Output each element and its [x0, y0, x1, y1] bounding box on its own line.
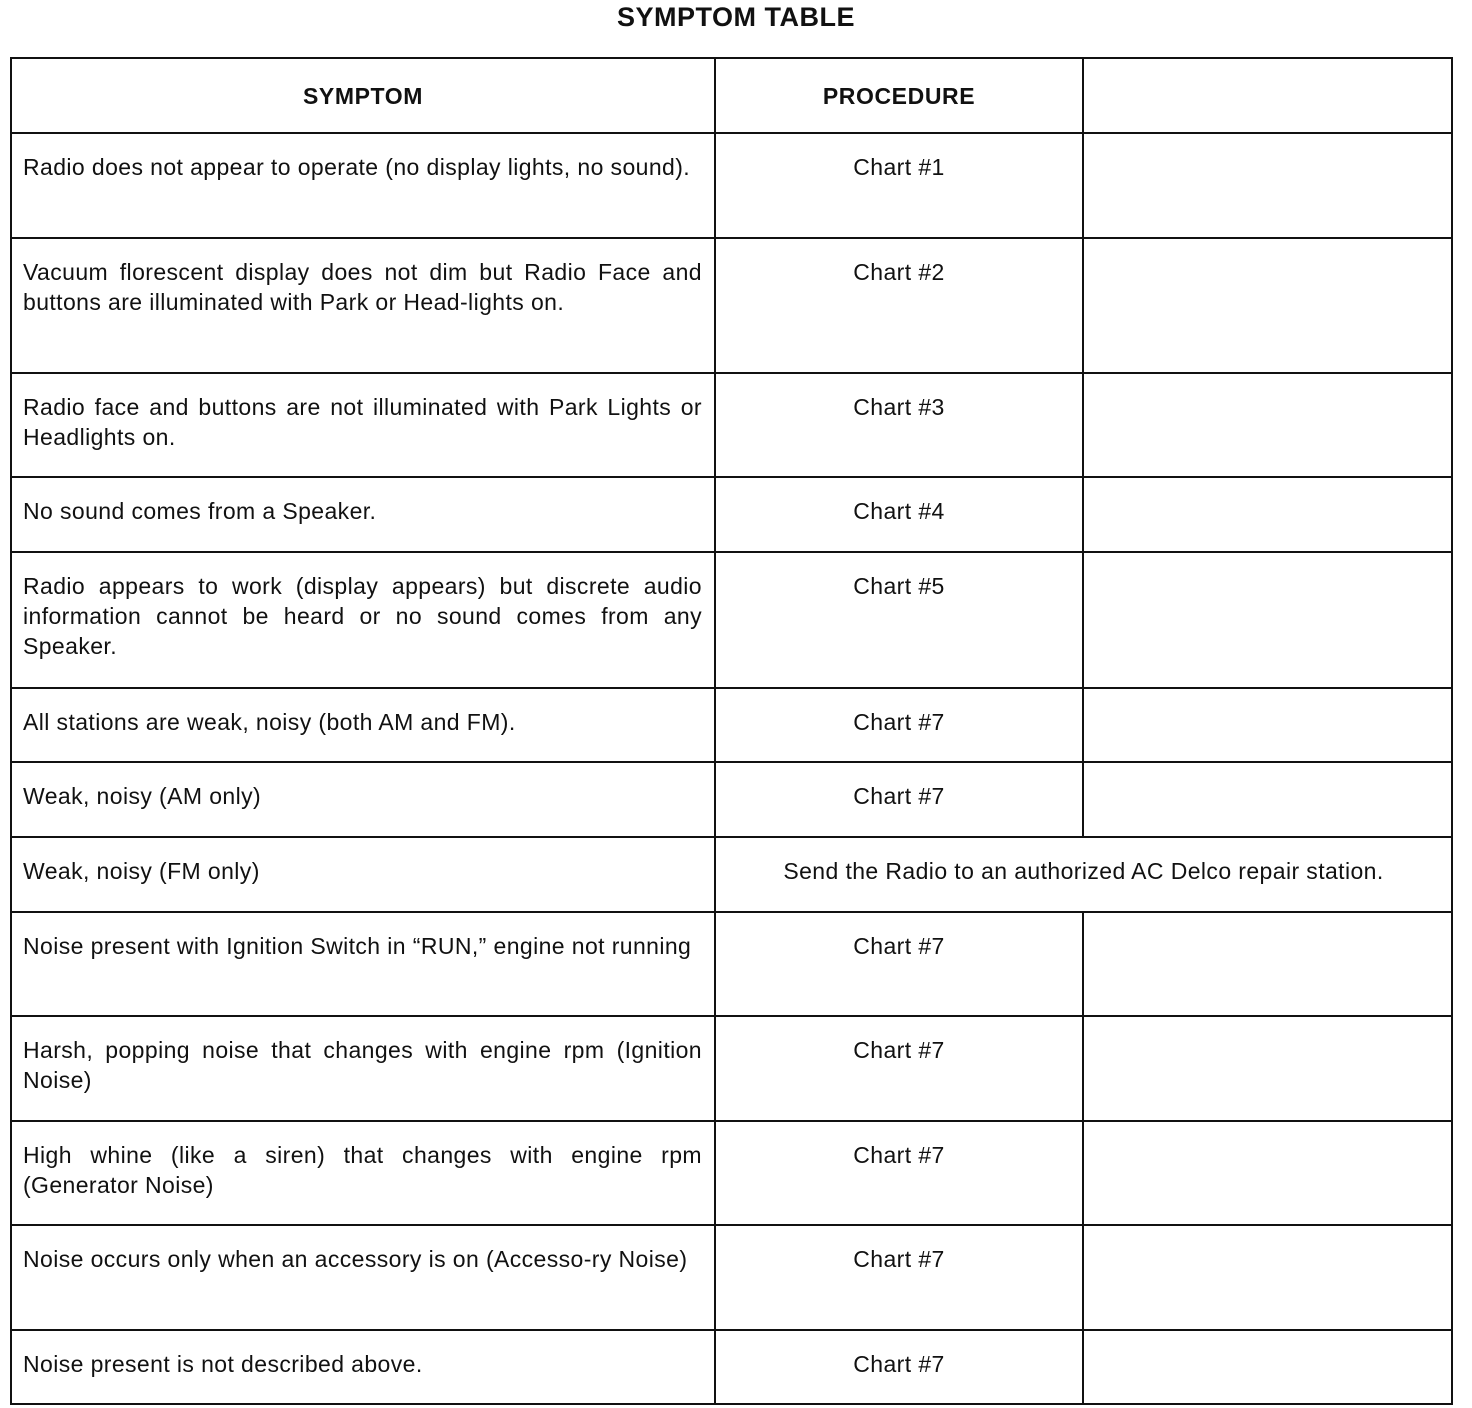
table-row: [11, 837, 1452, 912]
blank-cell: [1083, 133, 1452, 238]
table-row: [11, 1330, 1452, 1404]
blank-cell: [1083, 1121, 1452, 1225]
symptom-cell: Weak, noisy (AM only): [11, 762, 715, 837]
table-row: [11, 477, 1452, 552]
header-procedure: PROCEDURE: [715, 58, 1083, 133]
blank-cell: [1083, 552, 1452, 688]
header-row: [11, 58, 1452, 133]
blank-cell: [1083, 373, 1452, 477]
blank-cell: [1083, 238, 1452, 373]
symptom-cell: Noise present is not described above.: [11, 1330, 715, 1404]
procedure-cell: Chart #7: [715, 1121, 1083, 1225]
symptom-cell: All stations are weak, noisy (both AM and FM).: [11, 688, 715, 762]
table-row: [11, 552, 1452, 688]
symptom-cell: Weak, noisy (FM only): [11, 837, 715, 912]
table-row: [11, 1016, 1452, 1121]
procedure-cell: Chart #7: [715, 912, 1083, 1016]
procedure-cell: Chart #7: [715, 1225, 1083, 1330]
blank-cell: [1083, 1330, 1452, 1404]
blank-cell: [1083, 688, 1452, 762]
symptom-cell: Radio face and buttons are not illuminated with Park Lights or Headlights on.: [11, 373, 715, 477]
procedure-cell: Chart #2: [715, 238, 1083, 373]
procedure-cell: Chart #3: [715, 373, 1083, 477]
header-extra: [1083, 58, 1452, 133]
blank-cell: [1083, 1225, 1452, 1330]
symptom-table: [10, 57, 1453, 1405]
table-row: [11, 1121, 1452, 1225]
table-row: [11, 133, 1452, 238]
symptom-cell: Vacuum florescent display does not dim but Radio Face and buttons are illuminated with Park or Head-lights on.: [11, 238, 715, 373]
blank-cell: [1083, 762, 1452, 837]
procedure-cell: Chart #4: [715, 477, 1083, 552]
symptom-cell: Radio does not appear to operate (no display lights, no sound).: [11, 133, 715, 238]
symptom-cell: Noise present with Ignition Switch in “RUN,” engine not running: [11, 912, 715, 1016]
procedure-cell: Chart #7: [715, 1016, 1083, 1121]
symptom-cell: No sound comes from a Speaker.: [11, 477, 715, 552]
symptom-cell: Noise occurs only when an accessory is on (Accesso-ry Noise): [11, 1225, 715, 1330]
table-row: [11, 688, 1452, 762]
procedure-cell: Chart #7: [715, 1330, 1083, 1404]
symptom-cell: Radio appears to work (display appears) but discrete audio information cannot be heard or no sound comes from any Speaker.: [11, 552, 715, 688]
header-symptom: SYMPTOM: [11, 58, 715, 133]
procedure-cell: Chart #7: [715, 688, 1083, 762]
table-row: [11, 238, 1452, 373]
blank-cell: [1083, 1016, 1452, 1121]
symptom-cell: Harsh, popping noise that changes with engine rpm (Ignition Noise): [11, 1016, 715, 1121]
procedure-cell: Chart #5: [715, 552, 1083, 688]
symptom-cell: High whine (like a siren) that changes with engine rpm (Generator Noise): [11, 1121, 715, 1225]
blank-cell: [1083, 477, 1452, 552]
table-row: [11, 762, 1452, 837]
page-title: SYMPTOM TABLE: [616, 2, 855, 32]
table-row: [11, 1225, 1452, 1330]
blank-cell: [1083, 912, 1452, 1016]
table-row: [11, 912, 1452, 1016]
procedure-cell: Chart #1: [715, 133, 1083, 238]
table-row: [11, 373, 1452, 477]
procedure-cell: Chart #7: [715, 762, 1083, 837]
procedure-cell: Send the Radio to an authorized AC Delco repair station.: [715, 837, 1452, 912]
